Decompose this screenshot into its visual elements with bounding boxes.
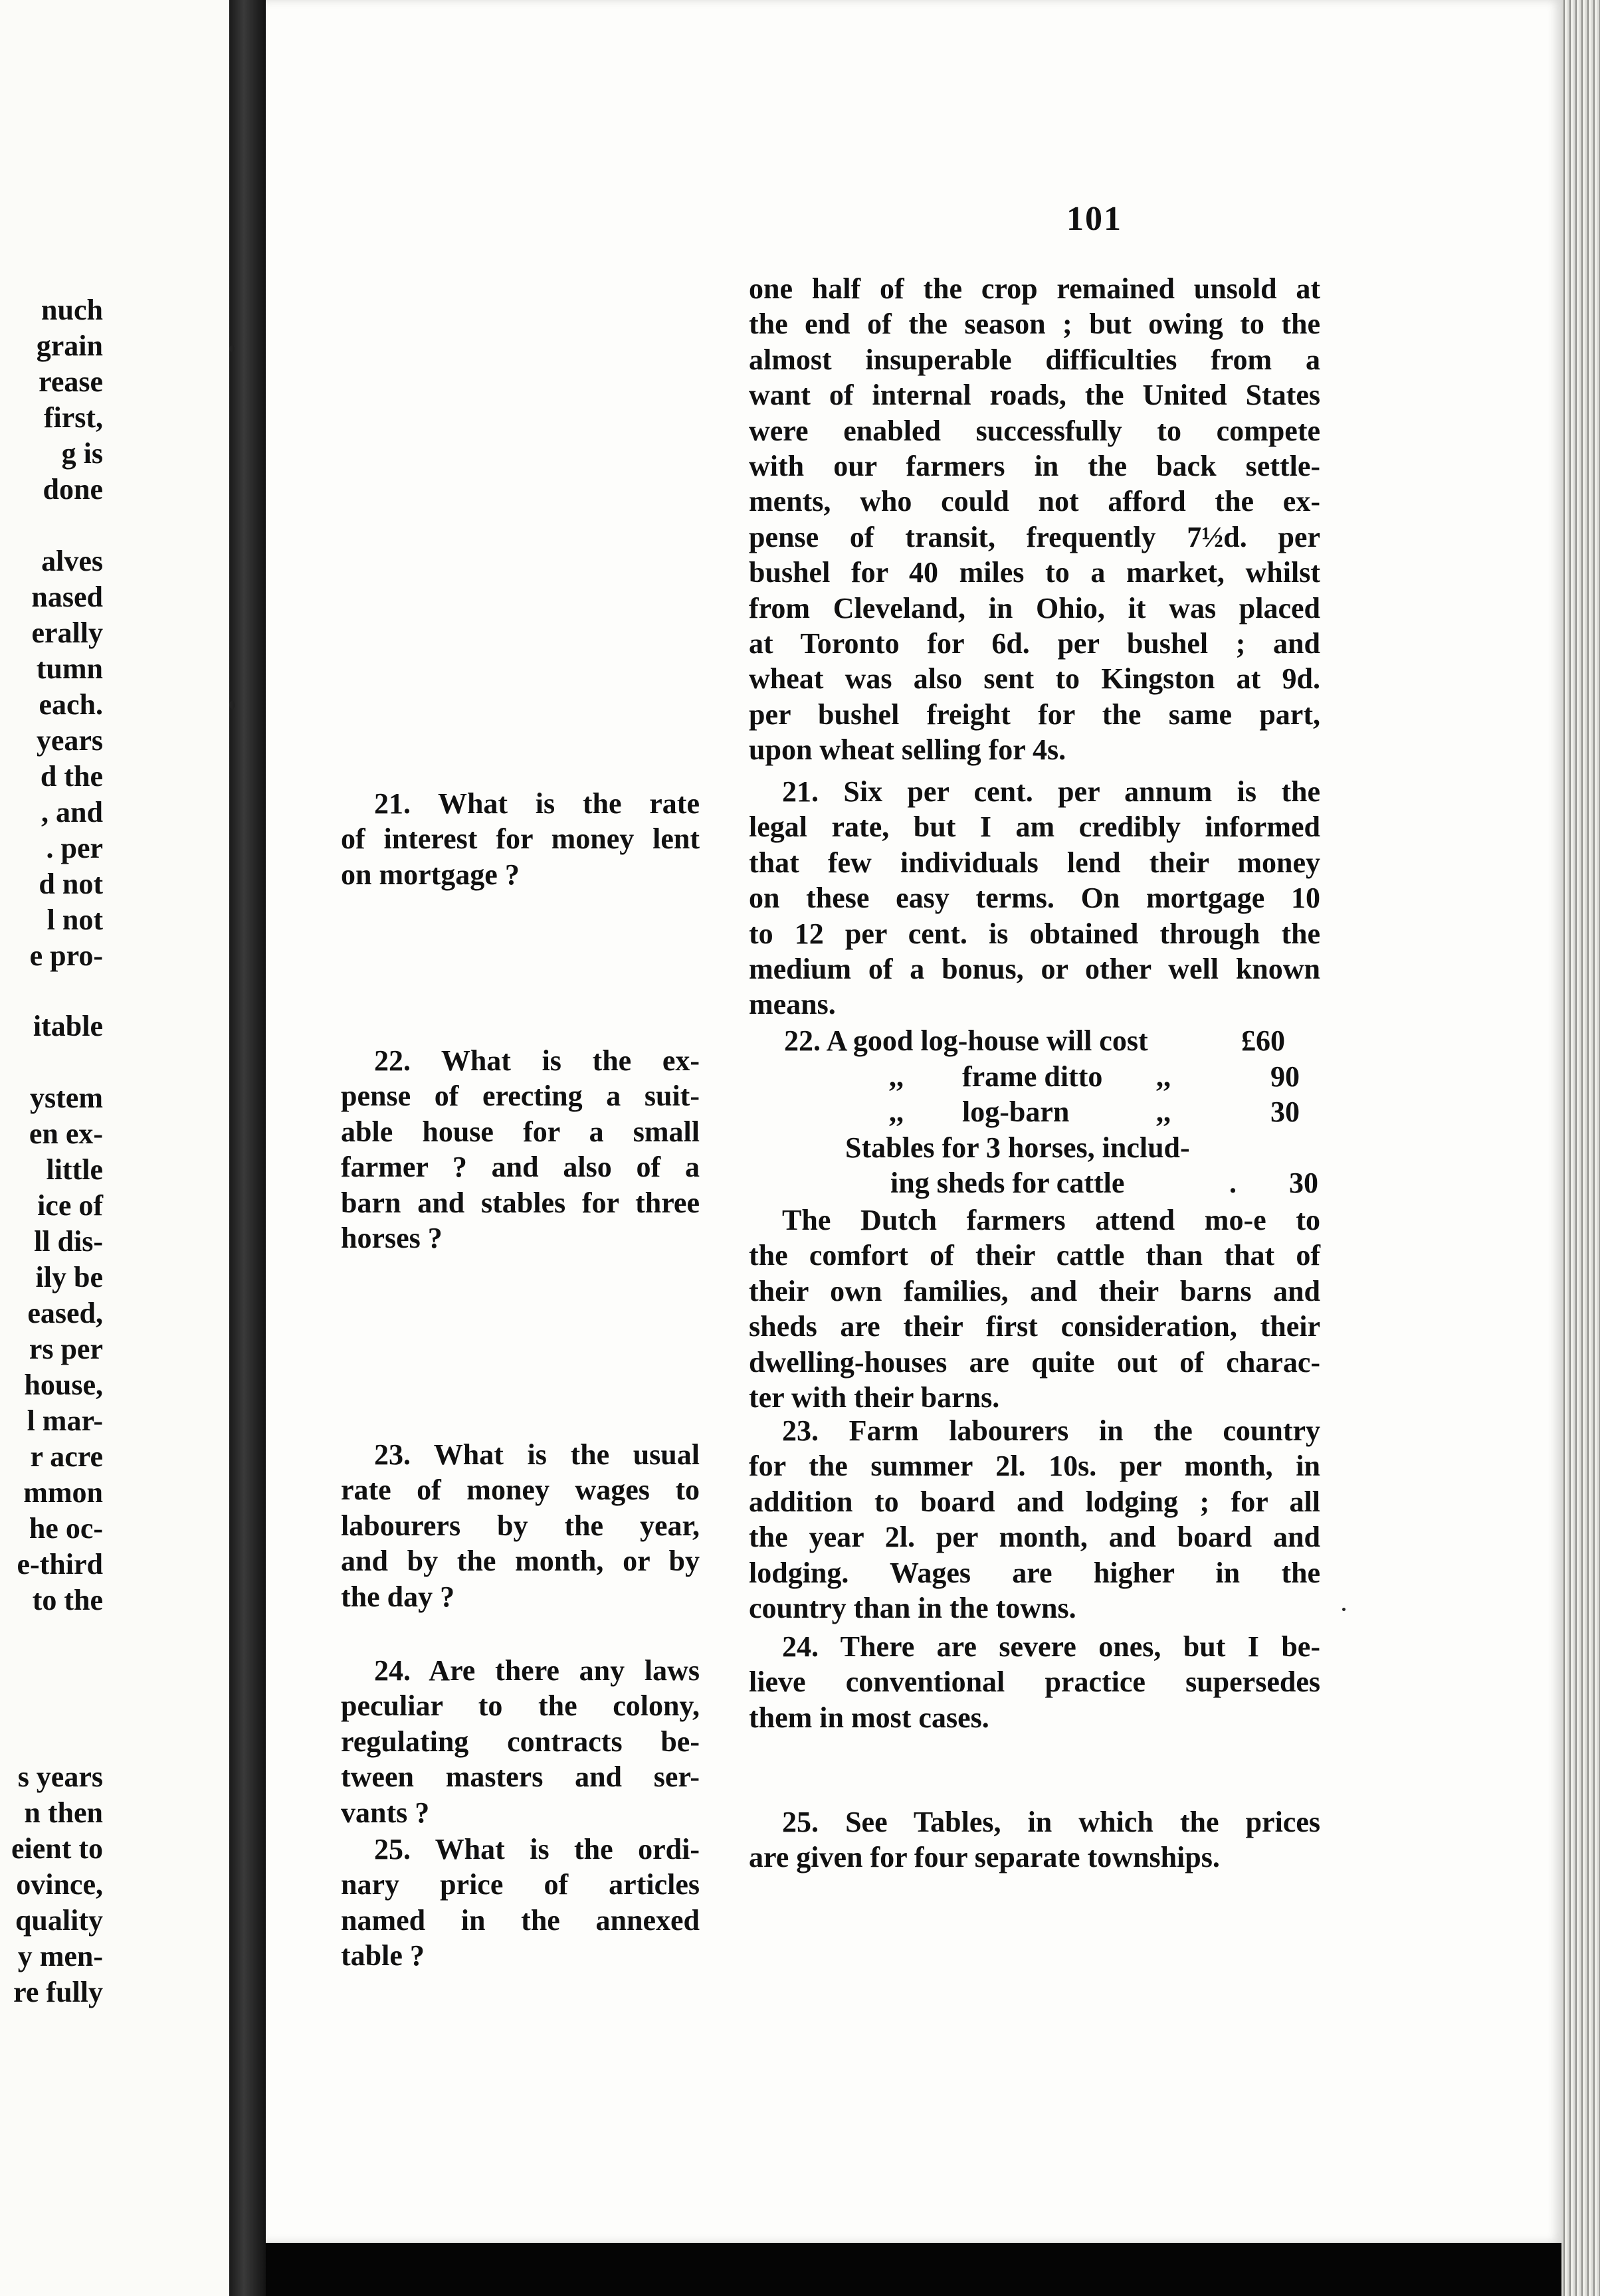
intro-line: from Cleveland, in Ohio, it was placed <box>749 591 1320 624</box>
left-page-text-fragment: to the <box>32 1584 103 1616</box>
question-25-line: named in the annexed <box>341 1903 700 1937</box>
left-page-text-fragment: n then <box>24 1796 103 1829</box>
question-22-line: able house for a small <box>341 1115 700 1148</box>
answer-23-line: country than in the towns. <box>749 1592 1076 1624</box>
answer-21-line: means. <box>749 988 836 1021</box>
answer-21-line: that few individuals lend their money <box>749 846 1320 879</box>
left-page-text-fragment: r acre <box>30 1440 103 1473</box>
answer-22-line: The Dutch farmers attend mo-e to <box>782 1204 1320 1236</box>
question-24-line: tween masters and ser- <box>341 1761 700 1794</box>
left-page-text-fragment: ily be <box>35 1261 103 1293</box>
left-page-text-fragment: re fully <box>13 1976 103 2008</box>
question-22-line: barn and stables for three <box>341 1186 700 1219</box>
answer-22-line: dwelling-houses are quite out of charac- <box>749 1345 1320 1379</box>
intro-line: almost insuperable difficulties from a <box>749 343 1320 376</box>
answer-22-line: the comfort of their cattle than that of <box>749 1239 1320 1272</box>
left-page-text-fragment: g is <box>61 437 103 470</box>
answer-21-line: legal rate, but I am credibly informed <box>749 811 1320 844</box>
intro-line: want of internal roads, the United States <box>749 379 1320 412</box>
question-22-line: farmer ? and also of a <box>341 1151 700 1184</box>
left-page-text-fragment: mmon <box>23 1476 103 1509</box>
left-page-text-fragment: d the <box>40 760 103 793</box>
answer-22-line: ter with their barns. <box>749 1381 1000 1414</box>
left-page-text-fragment: little <box>46 1153 103 1186</box>
intro-line: per bushel freight for the same part, <box>749 698 1320 731</box>
ink-speck <box>229 345 235 352</box>
left-page-text-fragment: quality <box>15 1904 103 1937</box>
question-24-line: vants ? <box>341 1796 430 1829</box>
left-page-text-fragment: s years <box>17 1761 103 1793</box>
cost-value: £60 <box>1241 1024 1285 1057</box>
scan-bottom-border <box>266 2243 1561 2296</box>
left-page-text-fragment: , and <box>41 796 103 828</box>
question-25-line: 25. What is the ordi- <box>374 1833 700 1866</box>
question-21-line: on mortgage ? <box>341 858 520 891</box>
answer-25-line: 25. See Tables, in which the prices <box>782 1806 1320 1838</box>
question-22-line: 22. What is the ex- <box>374 1044 700 1077</box>
answer-24-line: lieve conventional practice supersedes <box>749 1666 1320 1699</box>
ink-speck <box>1342 1608 1346 1611</box>
cost-item-label: ing sheds for cattle <box>890 1167 1125 1199</box>
answer-23-line: for the summer 2l. 10s. per month, in <box>749 1450 1320 1483</box>
question-21-line: of interest for money lent <box>341 822 700 856</box>
question-23-line: the day ? <box>341 1580 455 1613</box>
left-page-text-fragment: years <box>36 724 103 757</box>
left-page-text-fragment: nuch <box>41 294 103 326</box>
left-page-text-fragment: he oc- <box>29 1512 103 1545</box>
ditto-mark: ,, <box>889 1060 904 1093</box>
left-page-text-fragment: . per <box>46 832 103 864</box>
cost-item-label: 22. A good log-house will cost <box>784 1024 1148 1057</box>
answer-21-line: 21. Six per cent. per annum is the <box>782 775 1320 808</box>
ditto-mark: ,, <box>1156 1096 1171 1128</box>
left-page-text-fragment: e pro- <box>29 939 103 972</box>
question-24-line: peculiar to the colony, <box>341 1689 700 1723</box>
left-page-text-fragment: alves <box>41 545 103 577</box>
left-page-text-fragment: done <box>43 473 103 506</box>
left-page-text-fragment: l not <box>47 904 103 936</box>
ditto-mark: ,, <box>889 1096 904 1128</box>
intro-line: were enabled successfully to compete <box>749 414 1320 447</box>
question-24-line: 24. Are there any laws <box>374 1654 700 1687</box>
question-25-line: nary price of articles <box>341 1868 700 1901</box>
left-page-text-fragment: rease <box>39 365 103 398</box>
answer-24-line: them in most cases. <box>749 1701 989 1734</box>
question-24-line: regulating contracts be- <box>341 1725 700 1758</box>
left-page-text-fragment: itable <box>33 1010 103 1042</box>
left-page-text-fragment: nased <box>31 581 103 613</box>
cost-value: 30 <box>1270 1096 1300 1128</box>
left-page-text-fragment: grain <box>36 330 103 362</box>
question-22-line: horses ? <box>341 1222 443 1254</box>
leader-dot: . <box>1229 1167 1237 1199</box>
answer-23-line: addition to board and lodging ; for all <box>749 1485 1320 1518</box>
left-page-text-fragment: ovince, <box>16 1868 103 1901</box>
answer-24-line: 24. There are severe ones, but I be- <box>782 1630 1320 1663</box>
left-page-text-fragment: eient to <box>11 1832 103 1865</box>
answer-23-line: 23. Farm labourers in the country <box>782 1414 1320 1447</box>
ditto-mark: ,, <box>1156 1060 1171 1093</box>
intro-line: upon wheat selling for 4s. <box>749 733 1066 767</box>
left-page-text-fragment: erally <box>31 617 103 649</box>
answer-22-line: their own families, and their barns and <box>749 1274 1320 1307</box>
left-page-text-fragment: ll dis- <box>34 1225 103 1258</box>
cost-item-label: Stables for 3 horses, includ- <box>845 1131 1190 1164</box>
intro-line: with our farmers in the back settle- <box>749 450 1320 482</box>
cost-value: 30 <box>1289 1167 1318 1199</box>
left-page-text-fragment: en ex- <box>29 1117 103 1150</box>
left-page-text-fragment: rs per <box>29 1333 103 1365</box>
left-page-text-fragment: house, <box>24 1369 103 1401</box>
answer-21-line: medium of a bonus, or other well known <box>749 953 1320 985</box>
book-gutter <box>229 0 266 2296</box>
answer-21-line: to 12 per cent. is obtained through the <box>749 917 1320 950</box>
left-page-text-fragment: each. <box>39 688 103 721</box>
cost-item-label: frame ditto <box>962 1060 1103 1093</box>
intro-line: ments, who could not afford the ex- <box>749 485 1320 518</box>
question-25-line: table ? <box>341 1939 425 1972</box>
page-number: 101 <box>1066 200 1122 238</box>
question-23-line: 23. What is the usual <box>374 1438 700 1471</box>
answer-21-line: on these easy terms. On mortgage 10 <box>749 882 1320 915</box>
answer-22-line: sheds are their first consideration, their <box>749 1310 1320 1343</box>
intro-line: pense of transit, frequently 7½d. per <box>749 520 1320 553</box>
answer-25-line: are given for four separate townships. <box>749 1841 1220 1874</box>
intro-line: at Toronto for 6d. per bushel ; and <box>749 627 1320 660</box>
page-edge-stack <box>1561 0 1600 2296</box>
question-23-line: rate of money wages to <box>341 1474 700 1507</box>
left-page-text-fragment: first, <box>43 401 103 434</box>
intro-line: one half of the crop remained unsold at <box>749 272 1320 305</box>
question-23-line: and by the month, or by <box>341 1545 700 1578</box>
intro-line: wheat was also sent to Kingston at 9d. <box>749 662 1320 696</box>
question-21-line: 21. What is the rate <box>374 787 700 820</box>
left-page-fragment <box>0 0 229 2296</box>
left-page-text-fragment: d not <box>39 868 103 900</box>
left-page-text-fragment: l mar- <box>27 1404 103 1437</box>
cost-value: 90 <box>1270 1060 1300 1093</box>
left-page-text-fragment: e-third <box>17 1548 103 1580</box>
left-page-text-fragment: ice of <box>37 1189 103 1222</box>
left-page-text-fragment: tumn <box>36 652 103 685</box>
answer-23-line: lodging. Wages are higher in the <box>749 1556 1320 1589</box>
intro-line: bushel for 40 miles to a market, whilst <box>749 556 1320 589</box>
question-23-line: labourers by the year, <box>341 1509 700 1542</box>
intro-line: the end of the season ; but owing to the <box>749 308 1320 341</box>
left-page-text-fragment: eased, <box>27 1297 103 1329</box>
answer-23-line: the year 2l. per month, and board and <box>749 1521 1320 1554</box>
ink-speck <box>229 701 235 709</box>
left-page-text-fragment: ystem <box>30 1082 103 1114</box>
cost-item-label: log-barn <box>962 1096 1070 1128</box>
question-22-line: pense of erecting a suit- <box>341 1080 700 1113</box>
left-page-text-fragment: y men- <box>17 1940 103 1972</box>
